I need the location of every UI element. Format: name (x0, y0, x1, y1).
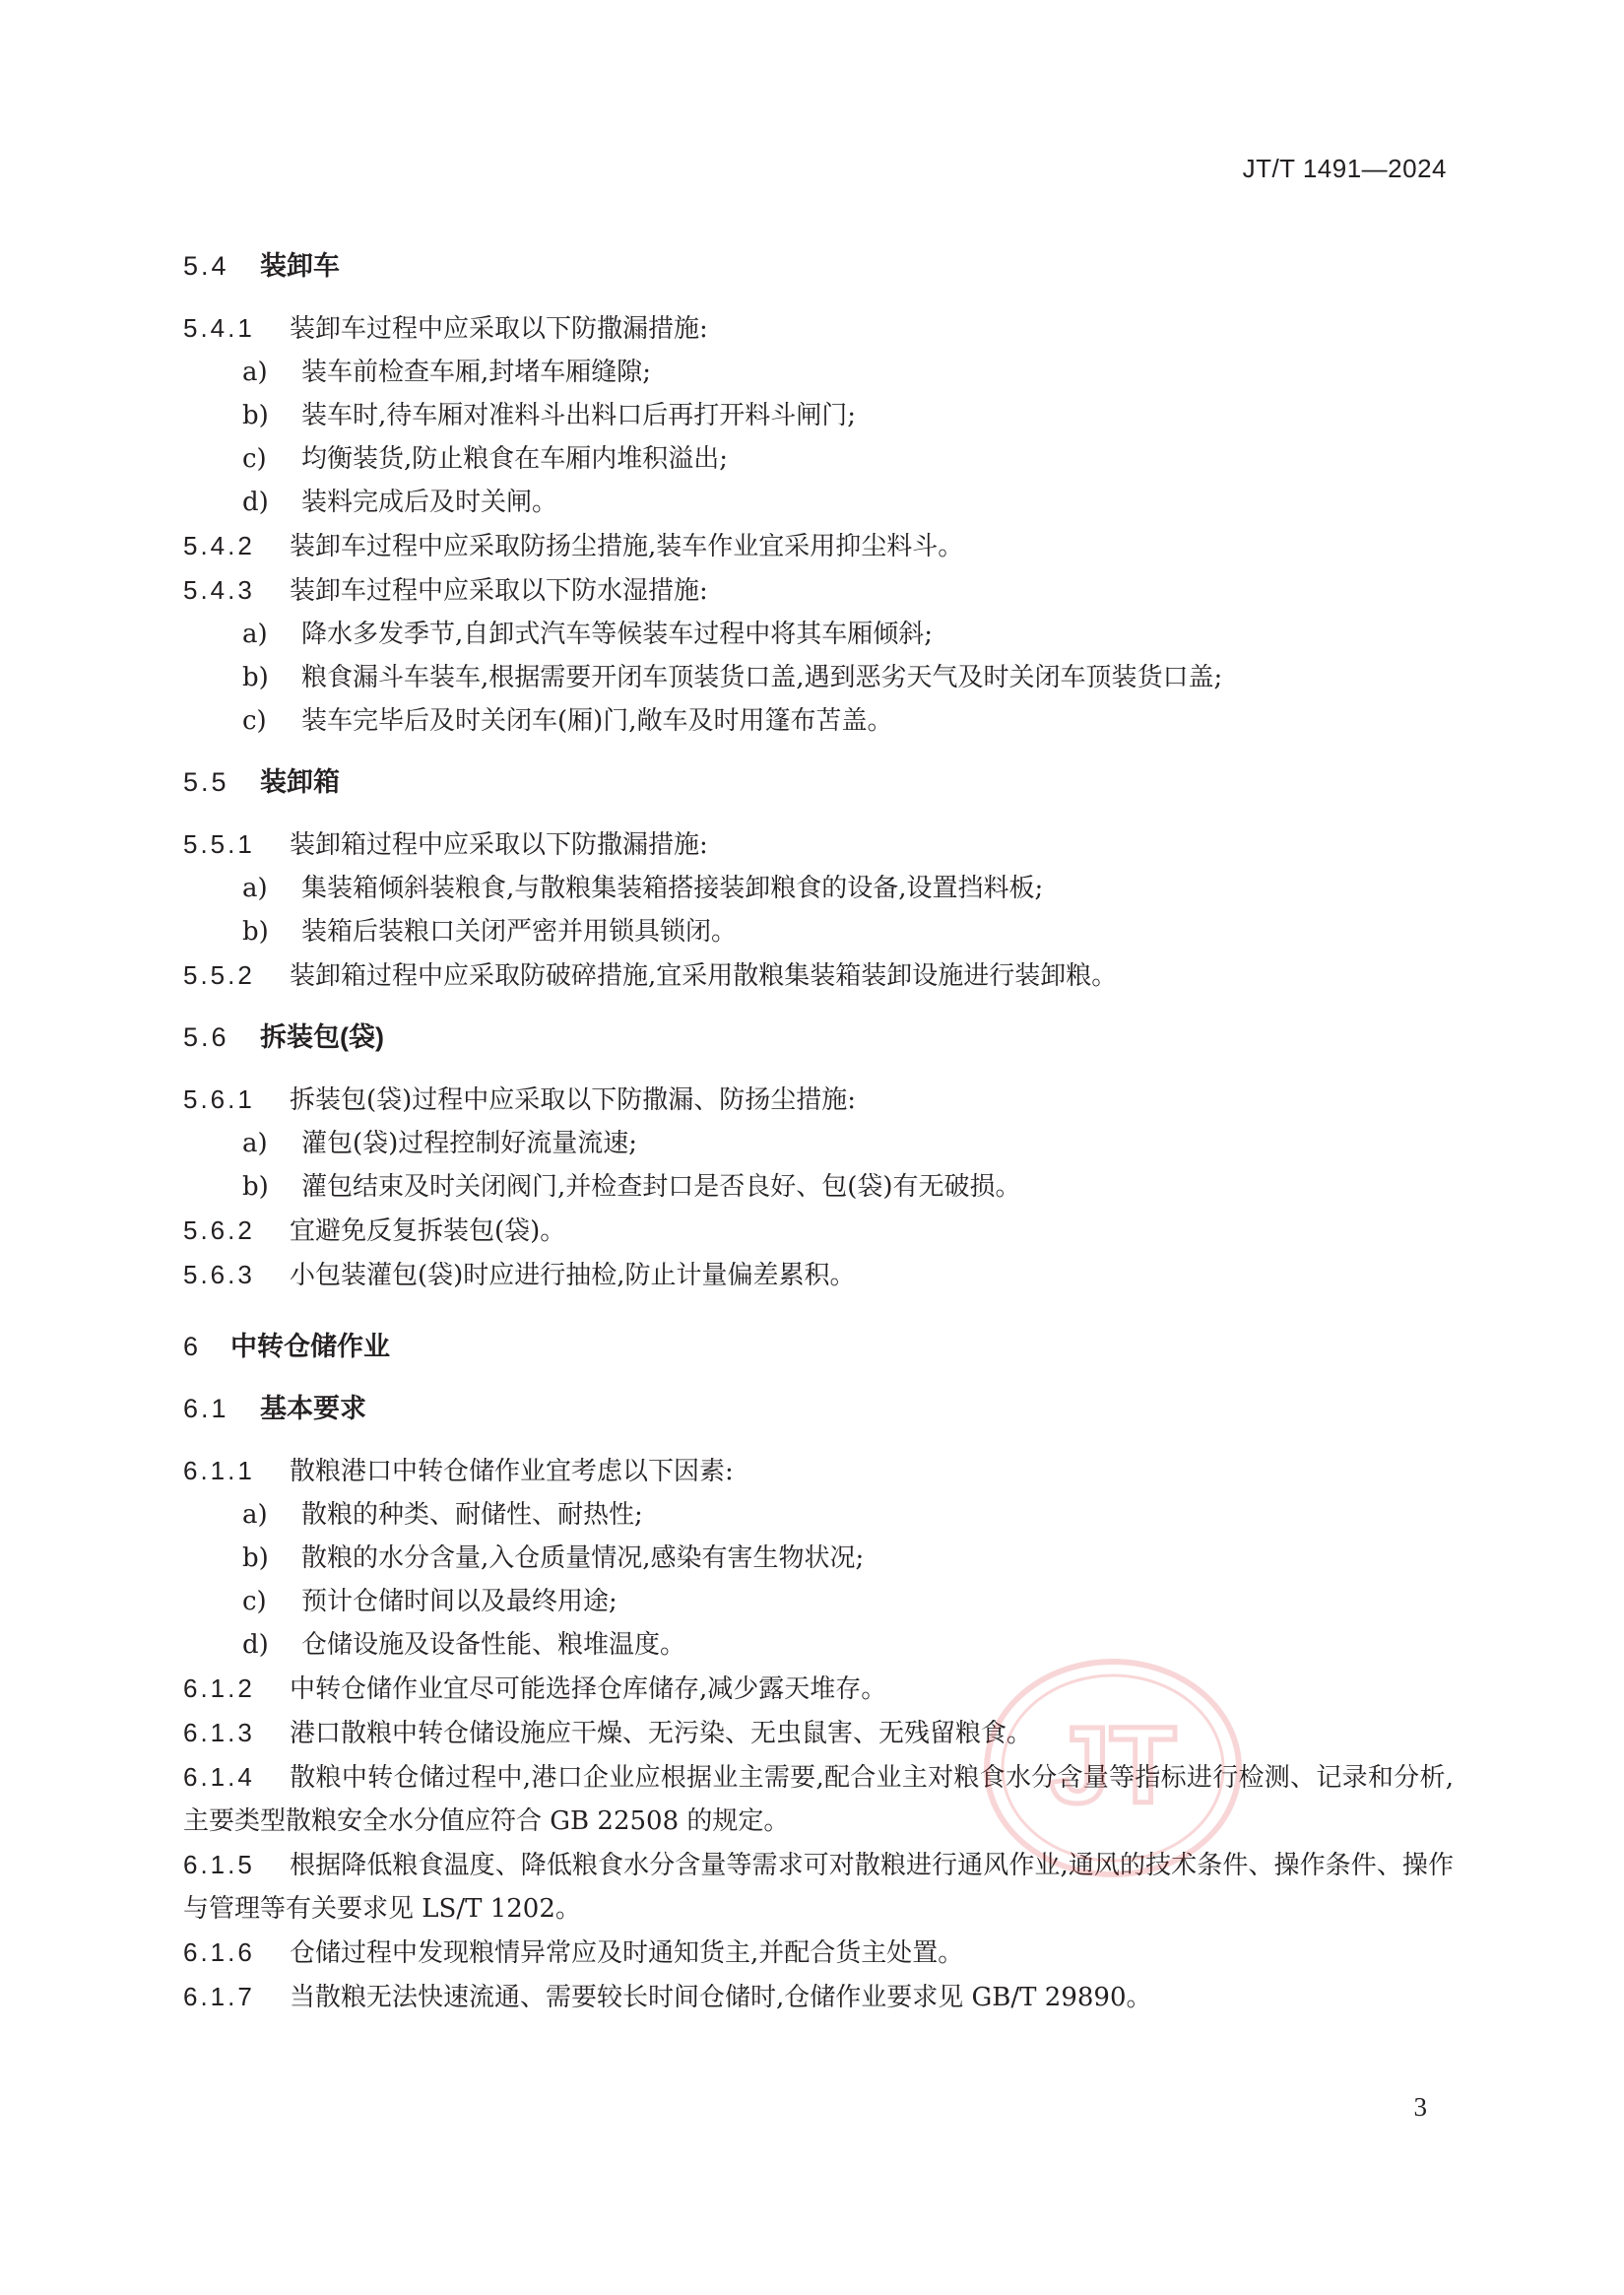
section-title: 装卸箱 (260, 767, 340, 797)
section-number: 5.6 (183, 1022, 229, 1052)
clause-6-1-5 (183, 1843, 1454, 1931)
list-item (183, 481, 1454, 524)
list-item (183, 613, 1454, 656)
clause-number: 6.1.4 (183, 1762, 255, 1792)
item-text: 均衡装货,防止粮食在车厢内堆积溢出; (301, 444, 729, 474)
page-number: 3 (1413, 2092, 1427, 2122)
clause-number: 5.6.3 (183, 1260, 255, 1289)
item-marker: c) (242, 706, 267, 736)
item-text: 散粮的水分含量,入仓质量情况,感染有害生物状况; (301, 1543, 865, 1573)
list-item (183, 910, 1454, 953)
item-marker: c) (242, 1587, 267, 1616)
clause-5-4-3 (183, 568, 1454, 613)
item-text: 仓储设施及设备性能、粮堆温度。 (301, 1630, 686, 1660)
jt-watermark-seal (980, 1655, 1246, 1881)
chapter-number: 6 (183, 1332, 202, 1361)
clause-6-1-1 (183, 1449, 1454, 1493)
clause-number: 5.4.1 (183, 313, 255, 343)
item-marker: b) (242, 1172, 269, 1202)
clause-text: 港口散粮中转仓储设施应干燥、无污染、无虫鼠害、无残留粮食。 (290, 1719, 1033, 1748)
clause-text: 装卸车过程中应采取以下防撒漏措施: (290, 314, 708, 344)
standard-code: JT/T 1491—2024 (1242, 154, 1447, 183)
list-item (183, 394, 1454, 437)
list-item (183, 437, 1454, 481)
clause-text: 装卸车过程中应采取防扬尘措施,装车作业宜采用抑尘料斗。 (290, 532, 964, 561)
clause-text: 中转仓储作业宜尽可能选择仓库储存,减少露天堆存。 (290, 1674, 887, 1704)
item-text: 散粮的种类、耐储性、耐热性; (301, 1500, 643, 1530)
list-item (183, 699, 1454, 743)
item-text: 降水多发季节,自卸式汽车等候装车过程中将其车厢倾斜; (301, 620, 934, 649)
list-item (183, 1623, 1454, 1667)
section-title: 基本要求 (260, 1394, 366, 1423)
clause-text: 宜避免反复拆装包(袋)。 (290, 1216, 566, 1246)
clause-text: 装卸箱过程中应采取防破碎措施,宜采用散粮集装箱装卸设施进行装卸粮。 (290, 961, 1118, 991)
list-item (183, 1580, 1454, 1623)
item-text: 装车完毕后及时关闭车(厢)门,敞车及时用篷布苫盖。 (301, 706, 893, 736)
item-marker: a) (242, 1500, 268, 1530)
item-marker: b) (242, 917, 269, 947)
item-text: 装车前检查车厢,封堵车厢缝隙; (301, 358, 652, 387)
item-marker: d) (242, 1630, 269, 1660)
clause-number: 5.4.2 (183, 531, 255, 560)
chapter-title: 中转仓储作业 (230, 1332, 390, 1361)
clause-number: 6.1.6 (183, 1937, 255, 1967)
clause-number: 5.4.3 (183, 575, 255, 605)
clause-number: 6.1.2 (183, 1673, 255, 1703)
clause-number: 6.1.3 (183, 1718, 255, 1747)
list-item (183, 867, 1454, 910)
list-item (183, 1493, 1454, 1537)
clause-text: 根据降低粮食温度、降低粮食水分含量等需求可对散粮进行通风作业,通风的技术条件、操作条件、操作与管理等有关要求见 LS/T 1202。 (183, 1851, 1454, 1924)
item-marker: b) (242, 663, 269, 692)
item-marker: a) (242, 358, 268, 387)
clause-6-1-7 (183, 1975, 1454, 2019)
seal-lettering: JT (1049, 1705, 1177, 1826)
section-heading-6-1 (183, 1387, 1454, 1425)
clause-5-4-1 (183, 306, 1454, 351)
clause-text: 散粮港口中转仓储作业宜考虑以下因素: (290, 1457, 734, 1486)
list-item (183, 351, 1454, 394)
clause-text: 拆装包(袋)过程中应采取以下防撒漏、防扬尘措施: (290, 1085, 857, 1115)
item-text: 装箱后装粮口关闭严密并用锁具锁闭。 (301, 917, 738, 947)
list-item (183, 656, 1454, 699)
clause-number: 5.6.2 (183, 1215, 255, 1245)
clause-number: 6.1.1 (183, 1456, 255, 1485)
clause-6-1-6 (183, 1931, 1454, 1975)
list-item (183, 1537, 1454, 1580)
section-title: 拆装包(袋) (260, 1022, 384, 1052)
clause-number: 5.5.2 (183, 960, 255, 990)
clause-6-1-2 (183, 1667, 1454, 1711)
clause-text: 散粮中转仓储过程中,港口企业应根据业主需要,配合业主对粮食水分含量等指标进行检测、记录和分析,主要类型散粮安全水分值应符合 GB 22508 的规定。 (183, 1763, 1454, 1836)
clause-number: 6.1.5 (183, 1850, 255, 1879)
clause-6-1-3 (183, 1711, 1454, 1755)
item-marker: a) (242, 874, 268, 903)
item-text: 预计仓储时间以及最终用途; (301, 1587, 617, 1616)
section-heading-5-4 (183, 244, 1454, 283)
document-body (183, 244, 1454, 2019)
item-text: 装车时,待车厢对准料斗出料口后再打开料斗闸门; (301, 401, 857, 430)
section-number: 5.5 (183, 767, 229, 797)
item-text: 粮食漏斗车装车,根据需要开闭车顶装货口盖,遇到恶劣天气及时关闭车顶装货口盖; (301, 663, 1223, 692)
clause-5-6-1 (183, 1078, 1454, 1122)
clause-5-5-1 (183, 822, 1454, 867)
section-title: 装卸车 (260, 251, 340, 281)
item-text: 灌包(袋)过程控制好流量流速; (301, 1129, 638, 1158)
clause-text: 装卸车过程中应采取以下防水湿措施: (290, 576, 708, 606)
section-heading-5-6 (183, 1016, 1454, 1054)
clause-text: 小包装灌包(袋)时应进行抽检,防止计量偏差累积。 (290, 1261, 856, 1290)
section-heading-5-5 (183, 760, 1454, 799)
item-marker: a) (242, 620, 268, 649)
clause-5-4-2 (183, 524, 1454, 568)
item-text: 集装箱倾斜装粮食,与散粮集装箱搭接装卸粮食的设备,设置挡料板; (301, 874, 1044, 903)
clause-number: 5.6.1 (183, 1084, 255, 1114)
clause-6-1-4 (183, 1755, 1454, 1843)
clause-5-6-3 (183, 1253, 1454, 1297)
clause-text: 装卸箱过程中应采取以下防撒漏措施: (290, 830, 708, 860)
section-number: 5.4 (183, 251, 229, 281)
item-marker: b) (242, 1543, 269, 1573)
list-item (183, 1122, 1454, 1165)
item-text: 灌包结束及时关闭阀门,并检查封口是否良好、包(袋)有无破损。 (301, 1172, 1021, 1202)
item-marker: c) (242, 444, 267, 474)
clause-5-5-2 (183, 953, 1454, 998)
clause-text: 仓储过程中发现粮情异常应及时通知货主,并配合货主处置。 (290, 1938, 964, 1968)
chapter-heading-6 (183, 1325, 1454, 1363)
item-marker: a) (242, 1129, 268, 1158)
item-marker: d) (242, 488, 269, 517)
clause-text: 当散粮无法快速流通、需要较长时间仓储时,仓储作业要求见 GB/T 29890。 (290, 1983, 1152, 2012)
section-number: 6.1 (183, 1394, 229, 1423)
item-text: 装料完成后及时关闸。 (301, 488, 558, 517)
clause-5-6-2 (183, 1209, 1454, 1253)
list-item (183, 1165, 1454, 1209)
clause-number: 5.5.1 (183, 829, 255, 859)
item-marker: b) (242, 401, 269, 430)
clause-number: 6.1.7 (183, 1982, 255, 2011)
